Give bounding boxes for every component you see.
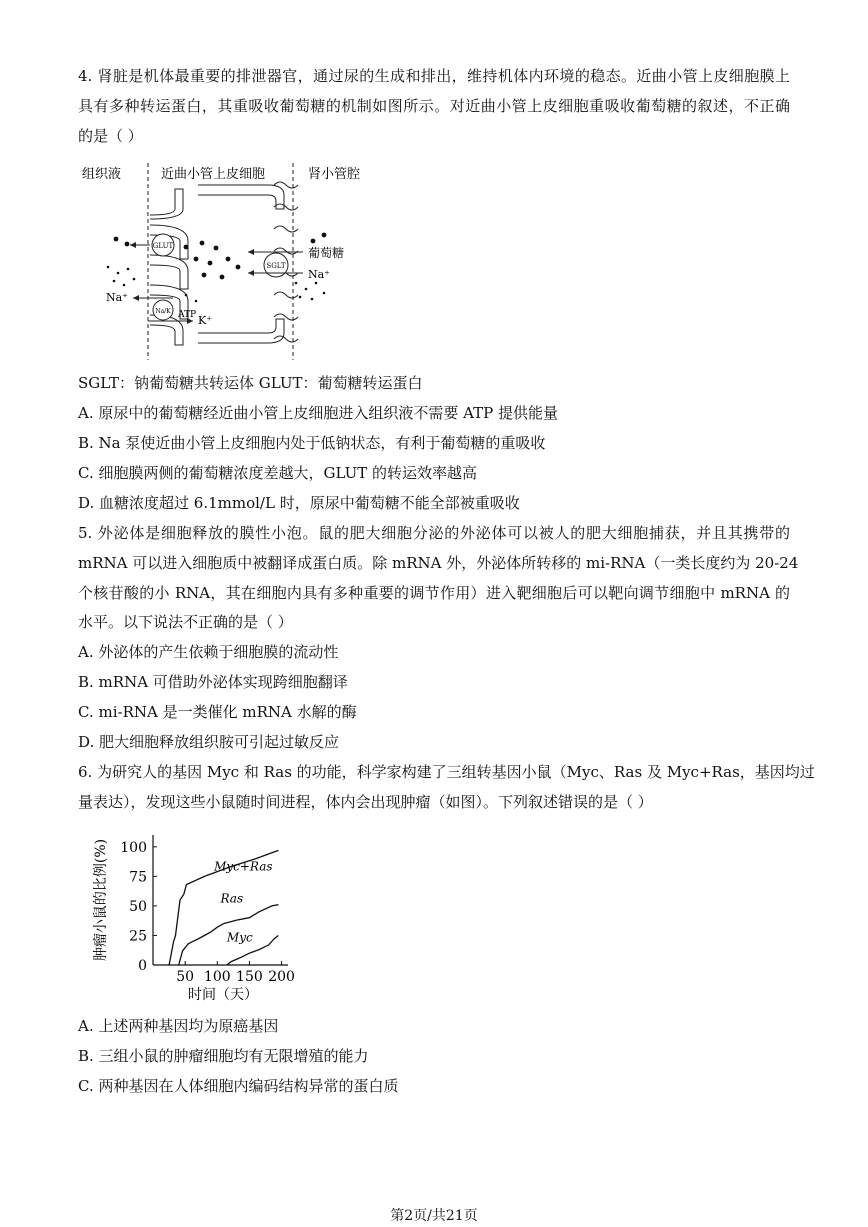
tumor-incidence-chart: [78, 825, 308, 1010]
q6-option-a: A. 上述两种基因均为原癌基因: [78, 1017, 279, 1035]
chart-y-tick-label: 75: [129, 869, 147, 886]
q5-option-a: A. 外泌体的产生依赖于细胞膜的流动性: [78, 643, 339, 661]
chart-series: [169, 850, 278, 965]
q4-legend: SGLT：钠葡萄糖共转运体 GLUT：葡萄糖转运蛋白: [78, 374, 423, 392]
q4-option-d: D. 血糖浓度超过 6.1mmol/L 时，原尿中葡萄糖不能全部被重吸收: [78, 494, 520, 512]
glucose-reabsorption-diagram: [78, 155, 398, 365]
q4-stem-line2: 具有多种转运蛋白，其重吸收葡萄糖的机制如图所示。对近曲小管上皮细胞重吸收葡萄糖的叙述，不正确: [78, 97, 790, 115]
chart-y-tick-label: 0: [138, 958, 147, 974]
q4-stem-line3: 的是（ ）: [78, 127, 143, 145]
chart-y-tick-label: 100: [120, 839, 147, 856]
q5-option-b: B. mRNA 可借助外泌体实现跨细胞翻译: [78, 673, 348, 691]
chart-y-tick-label: 50: [129, 898, 147, 915]
q6-stem-line1: 6. 为研究人的基因 Myc 和 Ras 的功能，科学家构建了三组转基因小鼠（Myc、Ras 及 Myc+Ras，基因均过: [78, 763, 815, 781]
glucose-particles: [114, 233, 327, 280]
q4-stem-line1: 4. 肾脏是机体最重要的排泄器官，通过尿的生成和排出，维持机体内环境的稳态。近曲小管上皮细胞膜上: [78, 67, 790, 85]
q4-option-a: A. 原尿中的葡萄糖经近曲小管上皮细胞进入组织液不需要 ATP 提供能量: [78, 404, 559, 422]
glut-arrowhead-icon: [130, 242, 136, 248]
sglt-na-arrowhead-icon: [248, 270, 254, 276]
chart-x-tick-label: 100: [203, 969, 231, 985]
atp-label: ATP: [178, 310, 197, 320]
q5-option-d: D. 肥大细胞释放组织胺可引起过敏反应: [78, 733, 340, 751]
label-tubule-lumen: 肾小管腔: [308, 167, 361, 182]
label-tissue-fluid: 组织液: [82, 167, 122, 182]
chart-x-axis-label: 时间（天）: [188, 987, 258, 1003]
chart-x-tick-label: 50: [176, 969, 195, 985]
na-right-label: Na⁺: [308, 268, 330, 281]
q5-stem-line2: mRNA 可以进入细胞质中被翻译成蛋白质。除 mRNA 外，外泌体所转移的 mi-RNA（一类长度约为 20-24: [78, 554, 799, 572]
q5-stem-line3: 个核苷酸的小 RNA，其在细胞内具有多种重要的调节作用）进入靶细胞后可以靶向调节细胞中 mRNA 的: [78, 584, 790, 602]
chart-y-tick-label: 25: [129, 928, 147, 945]
k-label: K⁺: [198, 314, 213, 327]
glucose-label: 葡萄糖: [308, 246, 345, 260]
q6-stem-line2: 量表达），发现这些小鼠随时间进程，体内会出现肿瘤（如图）。下列叙述错误的是（ ）: [78, 793, 653, 811]
sglt-label: SGLT: [266, 262, 286, 270]
q5-option-c: C. mi-RNA 是一类催化 mRNA 水解的酶: [78, 703, 357, 721]
q4-option-b: B. Na 泵使近曲小管上皮细胞内处于低钠状态，有利于葡萄糖的重吸收: [78, 434, 546, 452]
label-epithelial-cell: 近曲小管上皮细胞: [161, 167, 266, 182]
q6-option-b: B. 三组小鼠的肿瘤细胞均有无限增殖的能力: [78, 1047, 369, 1065]
q4-option-c: C. 细胞膜两侧的葡萄糖浓度差越大，GLUT 的转运效率越高: [78, 464, 478, 482]
chart-series-label: Myc+Ras: [214, 859, 273, 874]
chart-series-label: Myc: [226, 930, 253, 945]
na-left-label: Na⁺: [106, 291, 128, 304]
glut-label: GLUT: [152, 242, 174, 250]
na-out-arrowhead-icon: [133, 295, 139, 301]
sglt-glucose-arrowhead-icon: [248, 249, 254, 255]
page-footer: 第2页/共21页: [390, 1208, 478, 1224]
q5-stem-line1: 5. 外泌体是细胞释放的膜性小泡。鼠的肥大细胞分泌的外泌体可以被人的肥大细胞捕获，并且其携带的: [78, 524, 790, 542]
chart-series-label: Ras: [220, 891, 244, 906]
pump-label: Na/K: [155, 308, 171, 315]
chart-y-axis-label: 肿瘤小鼠的比例(%): [93, 838, 109, 962]
chart-x-tick-label: 150: [236, 969, 263, 985]
chart-x-tick-label: 200: [268, 969, 295, 985]
q6-option-c: C. 两种基因在人体细胞内编码结构异常的蛋白质: [78, 1077, 399, 1095]
basolateral-membrane: [150, 189, 188, 345]
q5-stem-line4: 水平。以下说法不正确的是（ ）: [78, 613, 293, 631]
